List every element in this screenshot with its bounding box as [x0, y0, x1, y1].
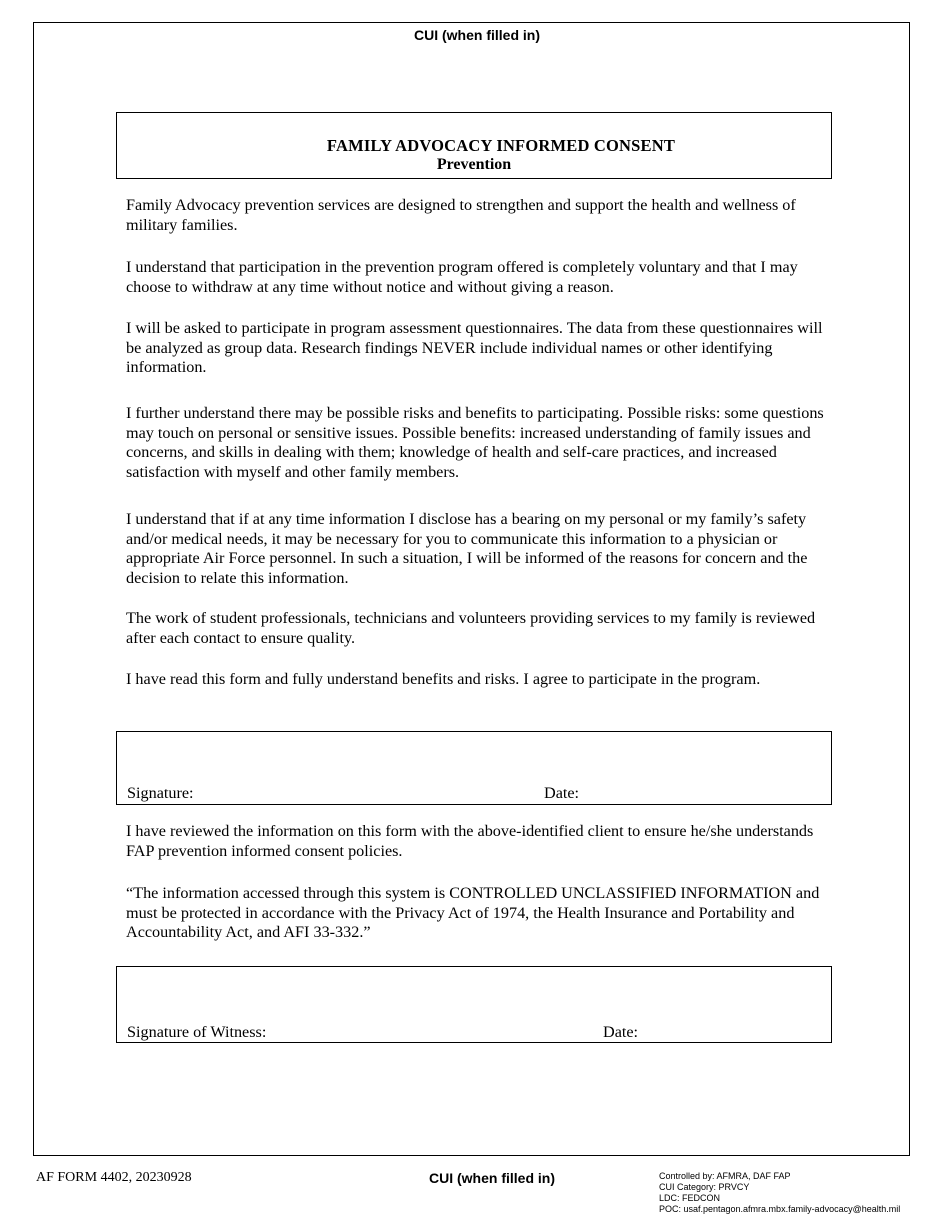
- form-title: FAMILY ADVOCACY INFORMED CONSENT: [326, 136, 676, 155]
- paragraph-agreement: I have read this form and fully understand benefits and risks. I agree to participate in the program.: [126, 670, 761, 688]
- signature-label: Signature:: [127, 784, 194, 802]
- witness-date-label: Date:: [603, 1023, 639, 1041]
- title-box: [116, 112, 832, 179]
- cui-header-marking: CUI (when filled in): [414, 27, 540, 43]
- signature-date-label: Date:: [544, 784, 580, 802]
- paragraph-disclosure: I understand that if at any time information I disclose has a bearing on my personal or my family’s safety and/or medical needs, it may be necessary for you to communicate this information to a physician or appropriate Air Force personnel. In such a situation, I will be informed of the reasons for concern and the decision to relate this information.: [126, 510, 808, 588]
- paragraph-risks-benefits: I further understand there may be possible risks and benefits to participating. Possible risks: some questions may touch on personal or sensitive issues. Possible benefits: increased understanding of family issues and concerns, and skills in dealing with them; knowledge of health and self-care practices, and increased satisfaction with myself and other family members.: [126, 404, 824, 482]
- form-number: AF FORM 4402, 20230928: [36, 1170, 192, 1185]
- paragraph-voluntary: I understand that participation in the prevention program offered is completely voluntary and that I may choose to withdraw at any time without notice and without giving a reason.: [126, 258, 798, 296]
- paragraph-cui-notice: “The information accessed through this system is CONTROLLED UNCLASSIFIED INFORMATION and must be protected in accordance with the Privacy Act of 1974, the Health Insurance and Portability and Accountability Act, and AFI 33-332.”: [126, 884, 820, 942]
- ldc: LDC: FEDCON: [659, 1193, 721, 1203]
- client-signature-box[interactable]: [116, 731, 832, 805]
- paragraph-questionnaires: I will be asked to participate in program assessment questionnaires. The data from these questionnaires will be analyzed as group data. Research findings NEVER include individual names or other identifying information.: [126, 319, 823, 377]
- cui-designation-block: [659, 1171, 900, 1215]
- controlled-by: Controlled by: AFMRA, DAF FAP: [659, 1171, 791, 1181]
- form-subtitle: Prevention: [436, 156, 512, 173]
- paragraph-reviewer-statement: I have reviewed the information on this form with the above-identified client to ensure he/she understands FAP prevention informed consent policies.: [126, 822, 814, 860]
- witness-signature-label: Signature of Witness:: [127, 1023, 267, 1041]
- cui-footer-marking: CUI (when filled in): [429, 1170, 555, 1186]
- cui-category: CUI Category: PRVCY: [659, 1182, 750, 1192]
- paragraph-intro: Family Advocacy prevention services are designed to strengthen and support the health and wellness of military families.: [126, 196, 796, 234]
- paragraph-quality-review: The work of student professionals, technicians and volunteers providing services to my family is reviewed after each contact to ensure quality.: [126, 609, 816, 647]
- witness-signature-box[interactable]: [116, 966, 832, 1043]
- poc: POC: usaf.pentagon.afmra.mbx.family-advocacy@health.mil: [659, 1204, 901, 1214]
